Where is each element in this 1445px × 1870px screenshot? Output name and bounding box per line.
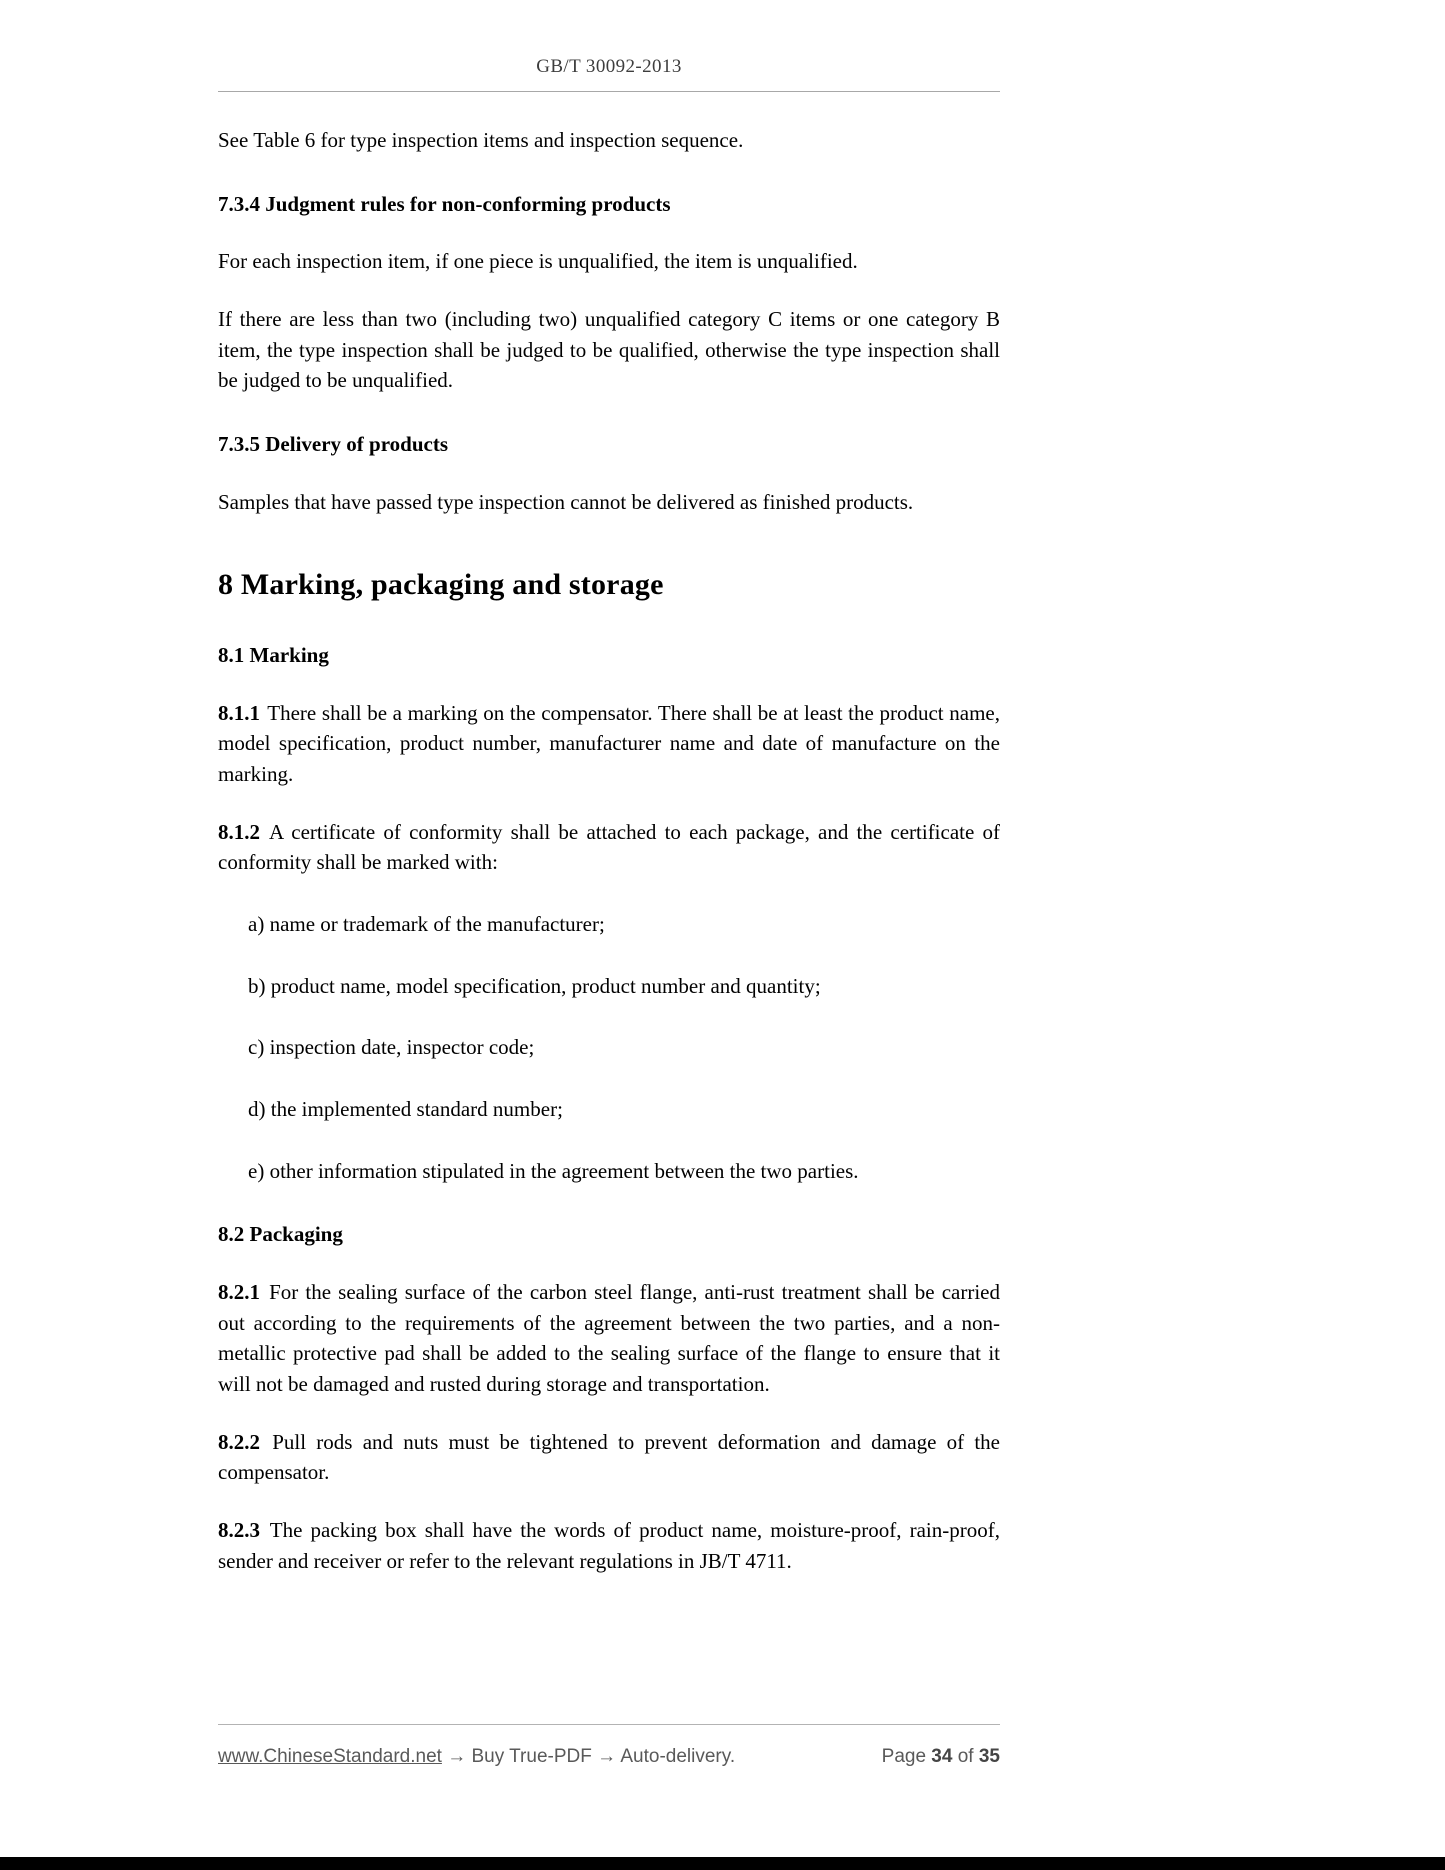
page-current: 34 bbox=[931, 1746, 953, 1767]
clause-number: 8.2.3 bbox=[218, 1517, 260, 1542]
paragraph: Samples that have passed type inspection cannot be delivered as finished products. bbox=[218, 489, 914, 514]
page-of-label: of bbox=[957, 1746, 974, 1767]
paragraph bbox=[218, 1515, 1000, 1576]
footer-left bbox=[218, 1746, 735, 1768]
footer-tagline: → Buy True-PDF → Auto-delivery. bbox=[441, 1746, 736, 1767]
document-header-title: GB/T 30092-2013 bbox=[536, 56, 682, 77]
website-link[interactable]: www.ChineseStandard.net bbox=[218, 1746, 442, 1767]
list-item: b) product name, model specification, product number and quantity; bbox=[248, 973, 821, 998]
subsection-heading: 7.3.4 Judgment rules for non-conforming products bbox=[218, 191, 671, 216]
chapter-heading: 8 Marking, packaging and storage bbox=[218, 568, 664, 602]
page-column bbox=[218, 0, 1000, 1576]
page-number bbox=[882, 1746, 1000, 1768]
clause-number: 8.1.2 bbox=[218, 819, 260, 844]
clause-number: 8.2.1 bbox=[218, 1279, 260, 1304]
clause-number: 8.1.1 bbox=[218, 700, 260, 725]
paragraph bbox=[218, 817, 1000, 878]
list-item: c) inspection date, inspector code; bbox=[248, 1035, 535, 1060]
clause-text: A certificate of conformity shall be attached to each package, and the certificate of conformity shall be marked with: bbox=[218, 819, 1001, 875]
footer-row bbox=[218, 1746, 1000, 1768]
clause-text: Pull rods and nuts must be tightened to prevent deformation and damage of the compensator. bbox=[218, 1429, 1001, 1485]
paragraph bbox=[218, 1427, 1000, 1488]
paragraph: For each inspection item, if one piece is unqualified, the item is unqualified. bbox=[218, 249, 858, 274]
clause-text: There shall be a marking on the compensator. There shall be at least the product name, model specification, product number, manufacturer name and date of manufacture on the marking. bbox=[218, 700, 1001, 787]
paragraph: See Table 6 for type inspection items and inspection sequence. bbox=[218, 128, 744, 152]
page-total: 35 bbox=[978, 1746, 1000, 1767]
bottom-bar bbox=[0, 1857, 1445, 1870]
document-footer bbox=[218, 1724, 1000, 1768]
paragraph bbox=[218, 1277, 1000, 1400]
subsection-heading: 8.1 Marking bbox=[218, 643, 329, 668]
clause-text: For the sealing surface of the carbon steel flange, anti-rust treatment shall be carried out according to the requirements of the agreement between the two parties, and a non-metallic protective pad shall be added to the sealing surface of the flange to ensure that it will not be damaged and rusted during storage and transportation. bbox=[218, 1279, 1000, 1396]
footer-divider bbox=[218, 1724, 1000, 1725]
list-item: e) other information stipulated in the agreement between the two parties. bbox=[248, 1158, 859, 1183]
paragraph bbox=[218, 698, 1000, 790]
subsection-heading: 7.3.5 Delivery of products bbox=[218, 431, 449, 456]
page-label: Page bbox=[881, 1746, 927, 1767]
list-item: d) the implemented standard number; bbox=[248, 1096, 563, 1121]
paragraph: If there are less than two (including two) unqualified category C items or one category B item, the type inspection shall be judged to be qualified, otherwise the type inspection shall be judged to be unqualified. bbox=[218, 306, 1000, 393]
list-item: a) name or trademark of the manufacturer; bbox=[248, 911, 605, 936]
document-content bbox=[218, 92, 1000, 1576]
clause-number: 8.2.2 bbox=[218, 1429, 260, 1454]
subsection-heading: 8.2 Packaging bbox=[218, 1222, 343, 1247]
clause-text: The packing box shall have the words of product name, moisture-proof, rain-proof, sender and receiver or refer to the relevant regulations in JB/T 4711. bbox=[218, 1517, 1000, 1573]
